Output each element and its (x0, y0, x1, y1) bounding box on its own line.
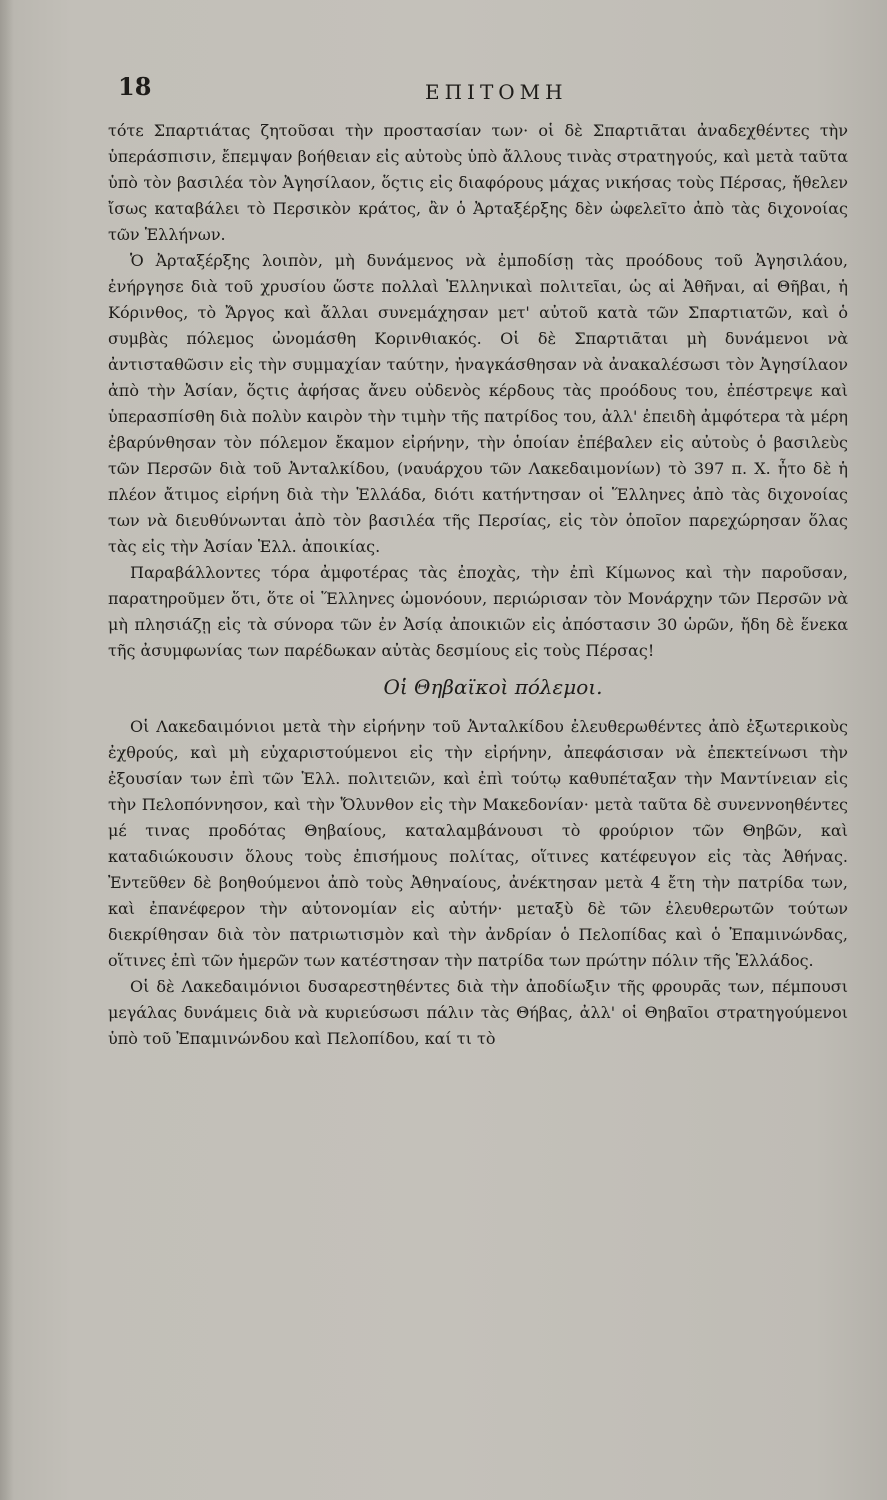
paragraph-3: Παραβάλλοντες τόρα ἀμφοτέρας τὰς ἐποχὰς, τὴν ἐπὶ Κίμωνος καὶ τὴν παροῦσαν, παρατηροῦμεν ὅτι, ὅτε οἱ Ἕλληνες ὡμονόουν, περιώρισαν τὸν Μονάρχην τῶν Περσῶν νὰ μὴ πλησιάζῃ εἰς τὰ σύνορα τῶν ἐν Ἀσίᾳ ἀποικιῶν εἰς ἀπόστασιν 30 ὡρῶν, ἤδη δὲ ἕνεκα τῆς ἀσυμφωνίας των παρέδωκαν αὐτὰς δεσμίους εἰς τοὺς Πέρσας! (108, 563, 848, 660)
running-head: ΕΠΙΤΟΜΗ (425, 80, 568, 104)
paragraph-2: Ὁ Ἀρταξέρξης λοιπὸν, μὴ δυνάμενος νὰ ἐμποδίσῃ τὰς προόδους τοῦ Ἀγησιλάου, ἐνήργησε διὰ τοῦ χρυσίου ὥστε πολλαὶ Ἑλληνικαὶ πολιτεῖαι, ὡς αἱ Ἀθῆναι, αἱ Θῆβαι, ἡ Κόρινθος, τὸ Ἄργος καὶ ἄλλαι συνεμάχησαν μετ' αὐτοῦ κατὰ τῶν Σπαρτιατῶν, καὶ ὁ συμβὰς πόλεμος ὠνομάσθη Κορινθιακός. Οἱ δὲ Σπαρτιᾶται μὴ δυνάμενοι νὰ ἀντισταθῶσιν εἰς τὴν συμμαχίαν ταύτην, ἠναγκάσθησαν νὰ ἀνακαλέσωσι τὸν Ἀγησίλαον ἀπὸ τὴν Ἀσίαν, ὅςτις ἀφήσας ἄνευ οὐδενὸς κέρδους τὰς προόδους του, ἐπέστρεψε καὶ ὑπερασπίσθη διὰ πολὺν καιρὸν τὴν τιμὴν τῆς πατρίδος του, ἀλλ' ἐπειδὴ ἀμφότερα τὰ μέρη ἐβαρύνθησαν τὸν πόλεμον ἔκαμον εἰρήνην, τὴν ὁποίαν ἐπέβαλεν εἰς αὐτοὺς ὁ βασιλεὺς τῶν Περσῶν διὰ τοῦ Ἀνταλκίδου, (ναυάρχου τῶν Λακεδαιμονίων) τὸ 397 π. Χ. ἦτο δὲ ἡ πλέον ἄτιμος εἰρήνη διὰ τὴν Ἑλλάδα, διότι κατήντησαν οἱ Ἕλληνες ἀπὸ τὰς διχονοίας των νὰ διευθύνωνται ἀπὸ τὸν βασιλέα τῆς Περσίας, εἰς τὸν ὁποῖον παρεχώρησαν ὅλας τὰς εἰς τὴν Ἀσίαν Ἑλλ. ἀποικίας. (108, 251, 848, 556)
paragraph-1: τότε Σπαρτιάτας ζητοῦσαι τὴν προστασίαν των· οἱ δὲ Σπαρτιᾶται ἀναδεχθέντες τὴν ὑπεράσπισιν, ἔπεμψαν βοήθειαν εἰς αὐτοὺς ὑπὸ ἄλλους τινὰς στρατηγούς, καὶ μετὰ ταῦτα ὑπὸ τὸν βασιλέα τὸν Ἀγησίλαον, ὅςτις εἰς διαφόρους μάχας νικήσας τοὺς Πέρσας, ἤθελεν ἴσως καταβάλει τὸ Περσικὸν κράτος, ἂν ὁ Ἀρταξέρξης δὲν ὠφελεῖτο ἀπὸ τὰς διχονοίας τῶν Ἑλλήνων. (108, 121, 848, 244)
paragraph-5: Οἱ δὲ Λακεδαιμόνιοι δυσαρεστηθέντες διὰ τὴν ἀποδίωξιν τῆς φρουρᾶς των, πέμπουσι μεγάλας δυνάμεις διὰ νὰ κυριεύσωσι πάλιν τὰς Θήβας, ἀλλ' οἱ Θηβαῖοι στρατηγούμενοι ὑπὸ τοῦ Ἐπαμινώνδου καὶ Πελοπίδου, καί τι τὸ (108, 977, 848, 1048)
page-edge-shadow (0, 0, 14, 1500)
paragraph-4: Οἱ Λακεδαιμόνιοι μετὰ τὴν εἰρήνην τοῦ Ἀνταλκίδου ἐλευθερωθέντες ἀπὸ ἐξωτερικοὺς ἐχθρούς, καὶ μὴ εὐχαριστούμενοι εἰς τὴν εἰρήνην, ἀπεφάσισαν νὰ ἐπεκτείνωσι τὴν ἐξουσίαν των ἐπὶ τῶν Ἑλλ. πολιτειῶν, καὶ ἐπὶ τούτῳ καθυπέταξαν τὴν Μαντίνειαν εἰς τὴν Πελοπόννησον, καὶ τὴν Ὄλυνθον εἰς τὴν Μακεδονίαν· μετὰ ταῦτα δὲ συνεννοηθέντες μέ τινας προδότας Θηβαίους, καταλαμβάνουσι τὸ φρούριον τῶν Θηβῶν, καὶ καταδιώκουσιν ὅλους τοὺς ἐπισήμους πολίτας, οἵτινες κατέφευγον εἰς τὰς Ἀθήνας. Ἐντεῦθεν δὲ βοηθούμενοι ἀπὸ τοὺς Ἀθηναίους, ἀνέκτησαν μετὰ 4 ἔτη τὴν πατρίδα των, καὶ ἐπανέφερον τὴν αὐτονομίαν εἰς αὐτήν· μεταξὺ δὲ τῶν ἐλευθερωτῶν τούτων διεκρίθησαν διὰ τὸν πατριωτισμὸν καὶ τὴν ἀνδρίαν ὁ Πελοπίδας καὶ ὁ Ἐπαμινώνδας, οἵτινες ἐπὶ τῶν ἡμερῶν των κατέστησαν τὴν πατρίδα των πρώτην πόλιν τῆς Ἑλλάδος. (108, 717, 848, 970)
body-text (108, 118, 848, 1052)
section-title: Οἱ Θηβαϊκοὶ πόλεμοι. (383, 675, 603, 699)
page-number: 18 (118, 72, 152, 101)
